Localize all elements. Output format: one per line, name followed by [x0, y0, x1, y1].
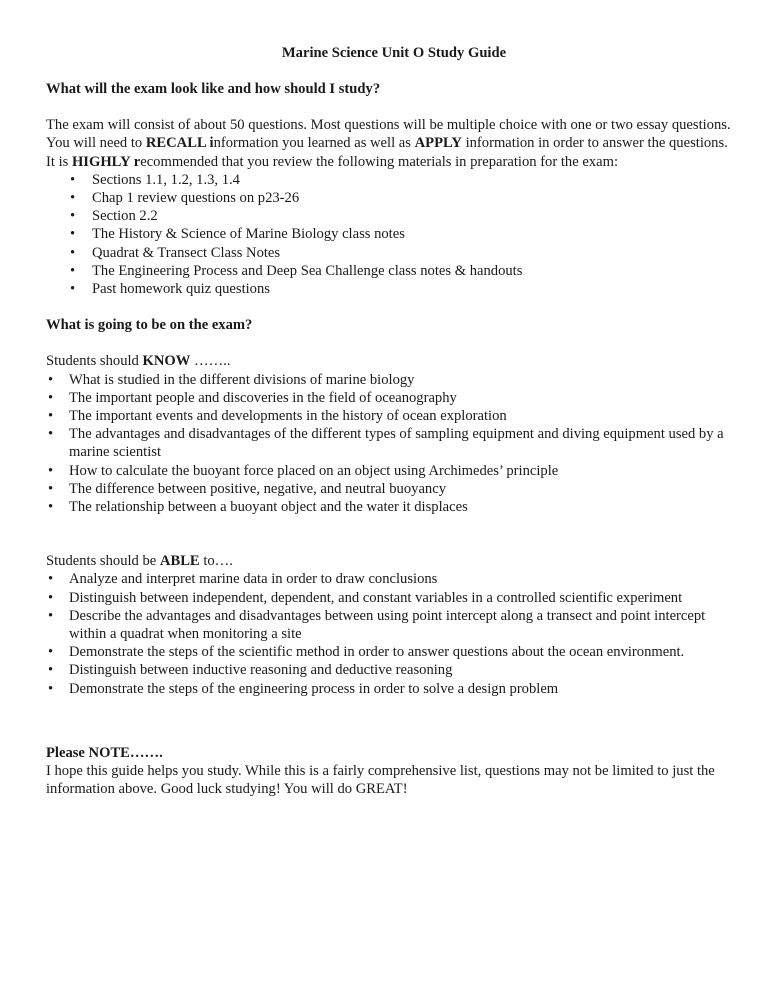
study-guide-page	[46, 44, 736, 799]
list-item: • The important people and discoveries in the field of oceanography	[46, 389, 736, 407]
list-item: • How to calculate the buoyant force placed on an object using Archimedes’ principle	[46, 462, 736, 480]
list-item: • Section 2.2	[46, 207, 736, 225]
list-item: • The difference between positive, negative, and neutral buoyancy	[46, 480, 736, 498]
list-item: • Chap 1 review questions on p23-26	[46, 189, 736, 207]
able-lead: Students should be ABLE to….	[46, 553, 233, 570]
list-item: • Demonstrate the steps of the engineering process in order to solve a design problem	[46, 680, 736, 698]
list-item: • The relationship between a buoyant object and the water it displaces	[46, 498, 736, 516]
list-item: • The advantages and disadvantages of the different types of sampling equipment and diving equipment used by a marine scientist	[46, 425, 736, 461]
list-item: • Distinguish between inductive reasoning and deductive reasoning	[46, 661, 736, 679]
exam-intro-paragraph: The exam will consist of about 50 questions. Most questions will be multiple choice with one or two essay questions. You will need to RECALL information you learned as well as APPLY information in order to answer the questions. It is HIGHLY recommended that you review the following materials in preparation for the exam:	[46, 117, 731, 170]
section-heading-exam-content: What is going to be on the exam?	[46, 317, 253, 334]
list-item: • Distinguish between independent, dependent, and constant variables in a controlled scientific experiment	[46, 589, 736, 607]
able-list	[46, 570, 736, 697]
document-title: Marine Science Unit O Study Guide	[281, 45, 507, 61]
list-item: • Demonstrate the steps of the scientific method in order to answer questions about the ocean environment.	[46, 643, 736, 661]
list-item: • Quadrat & Transect Class Notes	[46, 244, 736, 262]
list-item: • The important events and developments in the history of ocean exploration	[46, 407, 736, 425]
list-item: • The History & Science of Marine Biology class notes	[46, 225, 736, 243]
list-item: • What is studied in the different divisions of marine biology	[46, 371, 736, 389]
list-item: • Sections 1.1, 1.2, 1.3, 1.4	[46, 171, 736, 189]
list-item: • Analyze and interpret marine data in order to draw conclusions	[46, 570, 736, 588]
list-item: • Describe the advantages and disadvantages between using point intercept along a transect and point intercept within a quadrat when monitoring a site	[46, 607, 736, 643]
know-list	[46, 371, 736, 517]
know-lead: Students should KNOW ……..	[46, 353, 231, 370]
study-materials-list	[46, 171, 736, 298]
section-heading-exam-format: What will the exam look like and how should I study?	[46, 81, 381, 97]
note-text: I hope this guide helps you study. While this is a fairly comprehensive list, questions may not be limited to just the information above. Good luck studying! You will do GREAT!	[46, 763, 715, 798]
list-item: • The Engineering Process and Deep Sea Challenge class notes & handouts	[46, 262, 736, 280]
note-heading: Please NOTE…….	[46, 744, 163, 761]
list-item: • Past homework quiz questions	[46, 280, 736, 298]
